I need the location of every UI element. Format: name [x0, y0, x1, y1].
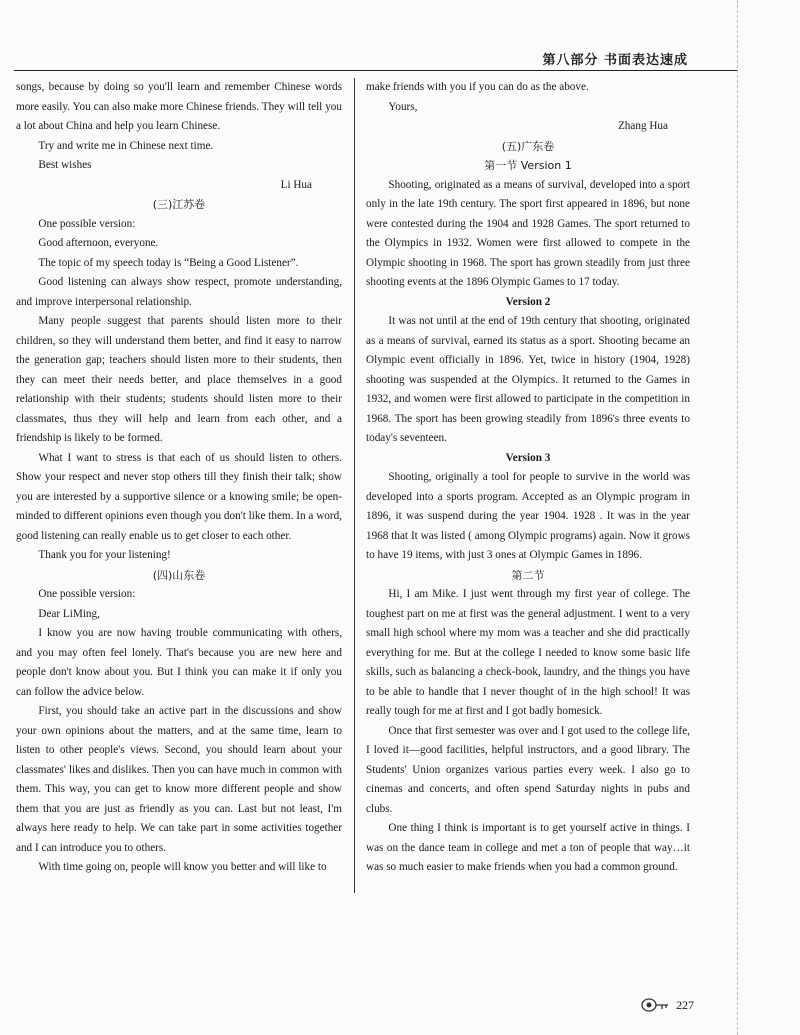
version-heading: Version 2: [505, 295, 551, 308]
right-column: [366, 78, 690, 878]
header-rule: [14, 70, 738, 71]
column-divider: [354, 78, 355, 893]
paragraph: Hi, I am Mike. I just went through my first year of college. The toughest part on me at first was the general adjustment. I went to a very small high school where my mom was a teacher and she did practically everything for me. But at the college I needed to know some basic life skills, such as balancing a check-book, laundry, and the things you have to be able to handle that I never thought of in the high school! It was really tough for me at first and I got badly homesick.: [366, 588, 690, 717]
closing-line: Yours,: [388, 100, 418, 113]
section-heading: (三)江苏卷: [152, 198, 206, 211]
paragraph: What I want to stress is that each of us should listen to others. Show your respect and never stop others till they finish their talk; show you are interested by a supportive silence or a knowing smile; be open-minded to different opinions even though you don't like them. In a word, good listening can really enable us to get closer to each other.: [16, 451, 342, 542]
paragraph: One possible version:: [38, 217, 136, 230]
paragraph: One possible version:: [38, 588, 136, 600]
left-column: [16, 78, 342, 878]
paragraph: Shooting, originated as a means of survival, developed into a sport only in the late 19th century. The sport first appeared in 1896, but none were contested during the 1904 and 1928 Games. The sport returned to the Olympics in 1932. Women were first allowed to compete in the Olympic shooting in 1968. The sport has grown steadily from just three shooting events at the 1896 Olympic Games to 17 today.: [366, 178, 690, 288]
paragraph: Once that first semester was over and I got used to the college life, I loved it—good facilities, helpful instructors, and a good library. The Students' Union organizes various parties every week. I also go to cinemas and concerts, and often spend Saturday nights in pubs and clubs.: [366, 724, 690, 815]
paragraph: Good afternoon, everyone.: [38, 237, 159, 249]
paragraph: With time going on, people will know you better and will like to: [38, 861, 327, 873]
signature: Zhang Hua: [617, 120, 668, 132]
paragraph: First, you should take an active part in the discussions and show your own opinions about the matters, and at the same time, learn to listen to other people's views. Second, you should learn about your classmates' likes and dislikes. Then you can have much in common with them. This way, you can get to know more different people and show them that you are just as friendly as you can. Last but not least, I'm always here ready to help. We can take part in some activities together and I can introduce you to others.: [16, 705, 342, 854]
subsection-heading: 第二节: [511, 568, 545, 582]
signature: Li Hua: [280, 178, 312, 191]
header-title: 第八部分 书面表达速成: [542, 53, 688, 68]
paragraph: songs, because by doing so you'll learn and remember Chinese words more easily. You can also make more Chinese friends. They will tell you a lot about China and help you learn Chinese.: [16, 81, 342, 132]
paragraph: Dear LiMing,: [38, 607, 100, 620]
paragraph: Shooting, originally a tool for people to survive in the world was developed into a sports program. Accepted as an Olympic program in 1896, it was suspend during the year 1904. 1928 . It was in the year 1968 that It was listed ( among Olympic programs) again. Now it grows to have 19 items, with just 3 ones at Olympic Games in 1896.: [366, 471, 690, 561]
page-ornament-icon: [640, 997, 670, 1013]
version-heading: Version 3: [505, 451, 551, 464]
paragraph: make friends with you if you can do as the above.: [366, 81, 589, 93]
scan-margin-edge: [737, 0, 744, 1035]
paragraph: It was not until at the end of 19th century that shooting, originated as a means of survival, earned its status as a sport. Shooting became an Olympic event officially in 1896. Yet, twice in history (1904, 1928) shooting was suspended at the Olympics. It returned to the Games in 1932, and women were first allowed to participate in the competition in 1968. The sport has been growing steadily from 1896's three events to today's seventeen.: [366, 315, 690, 444]
paragraph: I know you are now having trouble communicating with others, and you may often feel lonely. That's because you are new here and people don't know about you. But I think you can make it if only you can follow the advice below.: [16, 627, 342, 698]
closing-line: Best wishes: [38, 159, 92, 171]
section-heading: (五)广东卷: [501, 139, 555, 153]
paragraph: Try and write me in Chinese next time.: [38, 139, 214, 152]
subsection-heading: 第一节 Version 1: [484, 159, 572, 172]
page-number-area: [640, 997, 694, 1013]
paragraph: One thing I think is important is to get yourself active in things. I was on the dance team in college and met a ton of people that way…it was so much easier to make friends when you had a common ground.: [366, 822, 690, 873]
paragraph: Good listening can always show respect, promote understanding, and improve interpersonal relationship.: [16, 276, 342, 308]
paragraph: The topic of my speech today is “Being a Good Listener”.: [38, 256, 299, 269]
paragraph: Many people suggest that parents should listen more to their children, so they will understand them better, and find it easy to narrow the generation gap; teachers should listen more to their students, then they can meet their needs better, and place themselves in a good relationship with their students; students should listen more to their classmates, thus they will help and learn from each other, and a friendship is likely to be formed.: [16, 315, 342, 444]
section-heading: (四)山东卷: [152, 568, 206, 582]
paragraph: Thank you for your listening!: [38, 549, 171, 561]
page-number: 227: [676, 997, 694, 1012]
